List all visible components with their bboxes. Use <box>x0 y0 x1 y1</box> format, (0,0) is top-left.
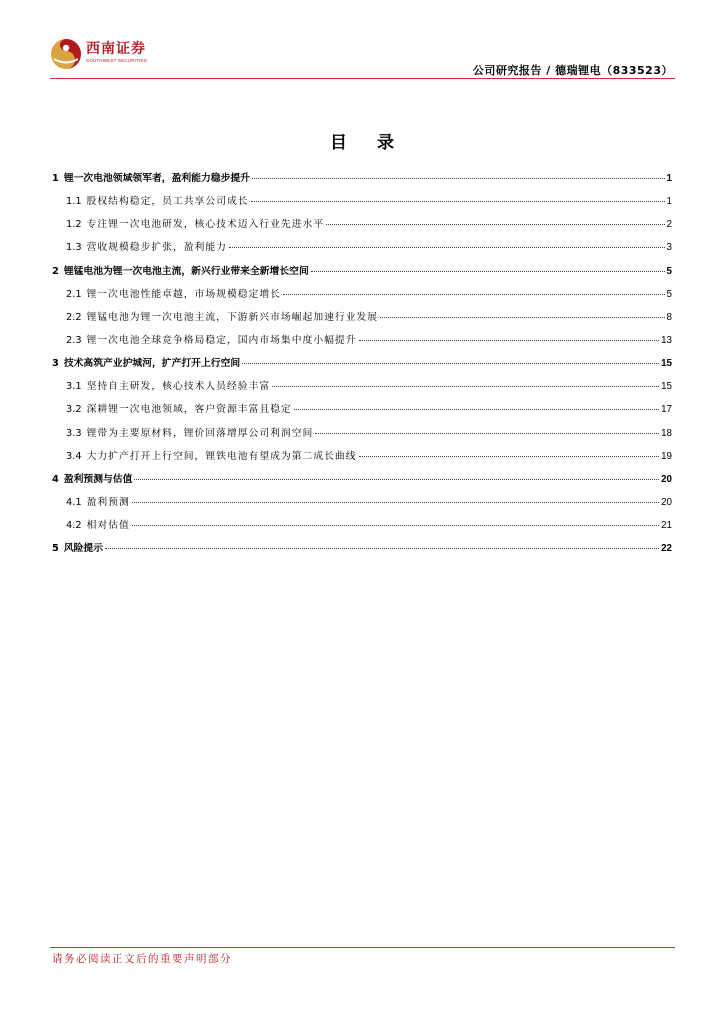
toc-entry-title: 锂一次电池全球竞争格局稳定，国内市场集中度小幅提升 <box>86 334 357 346</box>
toc-entry[interactable] <box>52 193 672 216</box>
toc-entry[interactable] <box>52 471 672 494</box>
toc-dot-leader <box>326 224 664 225</box>
toc-entry-number: 2 <box>52 265 59 277</box>
toc-entry-title: 坚持自主研发，核心技术人员经验丰富 <box>86 381 271 393</box>
toc-entry-title: 锂一次电池性能卓越，市场规模稳定增长 <box>86 288 281 300</box>
toc-entry-number: 1 <box>52 173 59 184</box>
toc-entry-title: 盈利预测与估值 <box>63 473 133 485</box>
footer-disclaimer: 请务必阅读正文后的重要声明部分 <box>52 953 232 965</box>
toc-entry[interactable] <box>52 170 672 193</box>
toc-entry-number: 5 <box>52 543 59 555</box>
toc-dot-leader <box>252 178 665 179</box>
toc-title: 目 录 <box>330 133 406 153</box>
toc-entry-number: 3.4 <box>66 450 82 462</box>
toc-entry-number: 1.3 <box>66 242 82 254</box>
toc-entry-number: 4 <box>52 473 59 485</box>
toc-entry-title: 锂锰电池为锂一次电池主流，新兴行业带来全新增长空间 <box>63 265 309 277</box>
toc-dot-leader <box>242 363 659 364</box>
toc-entry[interactable] <box>52 286 672 309</box>
toc-dot-leader <box>132 525 659 526</box>
toc-entry-page: 19 <box>661 450 672 462</box>
toc-entry-title: 专注锂一次电池研发，核心技术迈入行业先进水平 <box>86 219 325 231</box>
toc-entry[interactable] <box>52 263 672 286</box>
toc-entry-page: 15 <box>661 358 672 370</box>
toc-dot-leader <box>105 548 659 549</box>
toc-entry-number: 4.2 <box>66 520 82 532</box>
toc-entry-title: 锂带为主要原材料，锂价回落增厚公司利润空间 <box>86 427 314 439</box>
toc-entry[interactable] <box>52 309 672 332</box>
toc-entry[interactable] <box>52 517 672 540</box>
toc-dot-leader <box>380 317 664 318</box>
toc-dot-leader <box>229 247 665 248</box>
toc-dot-leader <box>294 409 659 410</box>
table-of-contents <box>52 170 672 563</box>
toc-entry-title: 相对估值 <box>86 520 130 532</box>
toc-entry-title: 股权结构稳定，员工共享公司成长 <box>86 196 249 208</box>
toc-entry-title: 深耕锂一次电池领域，客户资源丰富且稳定 <box>86 404 292 416</box>
toc-entry-title: 锂锰电池为锂一次电池主流，下游新兴市场崛起加速行业发展 <box>86 311 379 323</box>
company-logo <box>50 38 147 70</box>
toc-entry-number: 2.3 <box>66 334 82 346</box>
toc-entry-number: 2.1 <box>66 288 82 300</box>
toc-entry-number: 1.2 <box>66 219 82 231</box>
toc-dot-leader <box>359 340 660 341</box>
toc-dot-leader <box>315 433 659 434</box>
toc-entry-page: 17 <box>661 404 672 416</box>
toc-dot-leader <box>359 456 660 457</box>
toc-entry-number: 1.1 <box>66 196 82 208</box>
toc-entry-title: 锂一次电池领域领军者，盈利能力稳步提升 <box>63 173 250 184</box>
toc-entry-page: 2 <box>666 219 672 231</box>
toc-entry[interactable] <box>52 355 672 378</box>
toc-entry-page: 1 <box>666 173 672 184</box>
toc-dot-leader <box>272 386 659 387</box>
toc-entry[interactable] <box>52 216 672 239</box>
toc-entry-title: 盈利预测 <box>86 496 130 508</box>
toc-entry-page: 22 <box>661 543 672 555</box>
toc-entry-page: 18 <box>661 427 672 439</box>
toc-entry-title: 营收规模稳步扩张，盈利能力 <box>86 242 227 254</box>
toc-entry-page: 21 <box>661 520 672 532</box>
toc-entry-title: 大力扩产打开上行空间，锂铁电池有望成为第二成长曲线 <box>86 450 357 462</box>
toc-entry-number: 4.1 <box>66 496 82 508</box>
southwest-securities-logo-icon <box>50 38 82 70</box>
toc-entry-number: 3.3 <box>66 427 82 439</box>
toc-entry[interactable] <box>52 448 672 471</box>
toc-entry-number: 2.2 <box>66 311 82 323</box>
toc-entry-page: 8 <box>666 311 672 323</box>
toc-entry-number: 3.2 <box>66 404 82 416</box>
toc-entry[interactable] <box>52 425 672 448</box>
toc-entry-page: 13 <box>661 334 672 346</box>
header-divider <box>50 78 675 79</box>
toc-entry-title: 风险提示 <box>63 543 104 555</box>
toc-entry[interactable] <box>52 239 672 262</box>
toc-entry-page: 1 <box>666 196 672 208</box>
toc-entry-number: 3.1 <box>66 381 82 393</box>
footer-divider <box>50 947 675 948</box>
toc-entry-page: 20 <box>661 473 672 485</box>
toc-dot-leader <box>283 294 665 295</box>
toc-dot-leader <box>251 201 665 202</box>
toc-dot-leader <box>311 271 665 272</box>
toc-entry-number: 3 <box>52 358 59 370</box>
toc-entry-page: 20 <box>661 496 672 508</box>
report-header-title: 公司研究报告 / 德瑞锂电（833523） <box>472 64 673 77</box>
logo-english-name: SOUTHWEST SECURITIES <box>86 58 147 63</box>
toc-entry-page: 3 <box>666 242 672 254</box>
toc-entry[interactable] <box>52 401 672 424</box>
toc-dot-leader <box>134 479 659 480</box>
toc-entry-page: 15 <box>661 381 672 393</box>
toc-entry[interactable] <box>52 332 672 355</box>
logo-chinese-name: 西南证券 <box>86 41 146 57</box>
toc-dot-leader <box>132 502 659 503</box>
toc-entry[interactable] <box>52 378 672 401</box>
toc-entry-page: 5 <box>666 265 672 277</box>
toc-entry[interactable] <box>52 540 672 563</box>
toc-entry-page: 5 <box>666 288 672 300</box>
toc-entry[interactable] <box>52 494 672 517</box>
toc-entry-title: 技术高筑产业护城河，扩产打开上行空间 <box>63 358 241 370</box>
page-header <box>50 38 675 80</box>
